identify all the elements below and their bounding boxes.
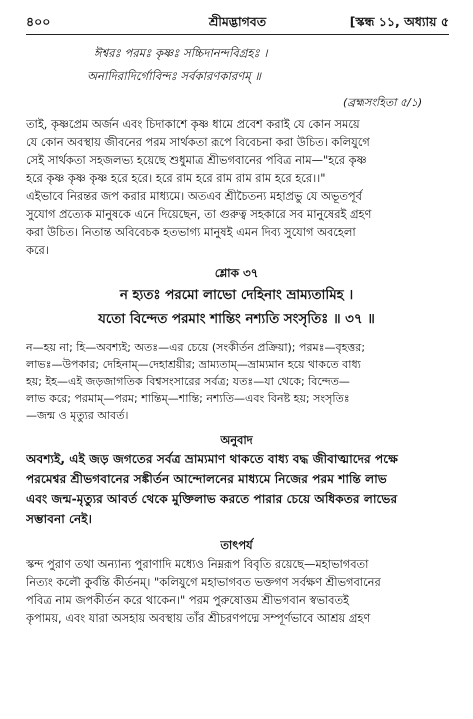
translation-line: পরমেশ্বর শ্রীভগবানের সঙ্কীর্তন আন্দোলনের মাধ্যমে নিজের পরম শান্তি লাভ [26, 472, 387, 486]
purport-label: তাৎপর্য [220, 538, 253, 552]
word-meaning-line: —জন্ম ও মৃত্যুর আবর্ত। [26, 409, 129, 422]
paragraph-line: এইভাবে নিরন্তর জপ করার মাধ্যমে। অতএব শ্রীচৈতন্য মহাপ্রভু যে অভূতপূর্ব [26, 189, 362, 203]
word-meaning-line: লাভ করে; পরমাম্—পরম; শান্তিম্—শান্তি; নশ্যতি—এবং বিনষ্ট হয়; সংসৃতিঃ [26, 392, 350, 405]
quote-line-2: অনাদিরাদির্গোবিন্দঃ সর্বকারণকারণম্ ॥ [87, 69, 261, 83]
sloka-label: শ্লোক ৩৭ [214, 266, 259, 280]
sloka-line-2: যতো বিন্দেত পরমাং শান্তিং নশ্যতি সংসৃতিঃ ॥ ৩৭ ॥ [98, 312, 375, 327]
page-header [26, 12, 449, 34]
quote-line-1: ঈশ্বরঃ পরমঃ কৃষ্ণঃ সচ্চিদানন্দবিগ্রহঃ । [94, 46, 268, 60]
purport-line: পবিত্র নাম জপকীর্তন করে থাকেন।" পরম পুরুষোত্তম শ্রীভগবান স্বভাবতই [26, 593, 349, 607]
word-meaning-line: হয়; ইহ—এই জড়জাগতিক বিশ্বসংসারের সর্বত্র; যতঃ—যা থেকে; বিন্দেত— [26, 375, 350, 388]
paragraph-line: তাই, কৃষ্ণপ্রেম অর্জন এবং চিদাকাশে কৃষ্ণ ধামে প্রবেশ করাই যে কোন সময়ে [26, 117, 360, 131]
paragraph-line: করা উচিত। নিতান্ত অবিবেচক হতভাগ্য মানুষই এমন দিব্য সুযোগ অবহেলা [26, 225, 356, 239]
page-number: ৪০০ [26, 14, 51, 29]
paragraph-line: হরে কৃষ্ণ কৃষ্ণ কৃষ্ণ হরে হরে। হরে রাম হরে রাম রাম রাম হরে হরে।।" [26, 171, 326, 185]
translation-line: অবশ্যই, এই জড় জগতের সর্বত্র ভ্রাম্যমাণ থাকতে বাধ্য বদ্ধ জীবাত্মাদের পক্ষে [26, 452, 399, 466]
purport-line: কৃপাময়, এবং যারা অসহায় অবস্থায় তাঁর শ্রীচরণপদ্মে সম্পূর্ণভাবে আশ্রয় গ্রহণ [26, 611, 371, 625]
canto-chapter: [স্কন্ধ ১১, অধ্যায় ৫ [349, 14, 449, 29]
sloka-line-1: ন হ্যতঃ পরমো লাভো দেহিনাং ভ্রাম্যতামিহ । [119, 288, 354, 303]
translation-label: অনুবাদ [220, 433, 253, 447]
paragraph-line: করে। [26, 243, 49, 257]
header-divider [26, 34, 449, 35]
paragraph-line: সুযোগ প্রত্যেক মানুষকে এনে দিয়েছেন, তা গুরুত্ব সহকারে সব মানুষেরই গ্রহণ [26, 207, 372, 221]
paragraph-line: যে কোন অবস্থায় জীবনের পরম সার্থকতা রূপে বিবেচনা করা উচিত। কলিযুগে [26, 135, 370, 149]
word-meaning-line: ন—হয় না; হি—অবশ্যই; অতঃ—এর চেয়ে (সংকীর্তন প্রক্রিয়া); পরমঃ—বৃহত্তর; [26, 341, 366, 354]
paragraph-line: সেই সার্থকতা সহজলভ্য হয়েছে শুধুমাত্র শ্রীভগবানের পবিত্র নাম—"হরে কৃষ্ণ [26, 153, 367, 167]
book-title: শ্রীমদ্ভাগবত [208, 14, 267, 29]
translation-line: সম্ভাবনা নেই। [26, 512, 92, 526]
quote-citation: (ব্রহ্মসংহিতা ৫/১) [343, 96, 423, 109]
purport-line: নিত্যং কলৌ কুর্বন্তি কীর্তনম্। "কলিযুগে মহাভাগবত ভক্তগণ সর্বক্ষণ শ্রীভগবানের [26, 575, 381, 589]
purport-line: স্কন্দ পুরাণ তথা অন্যান্য পুরাণাদি মধ্যেও নিম্নরূপ বিবৃতি রয়েছে—মহাভাগবতা [26, 557, 369, 571]
word-meaning-line: লাভঃ—উপকার; দেহিনাম্—দেহাশ্রয়ীর; ভ্রাম্যতাম্—ভ্রাম্যমান হয়ে থাকতে বাধ্য [26, 358, 361, 371]
translation-line: এবং জন্ম-মৃত্যুর আবর্ত থেকে মুক্তিলাভ করতে পারার চেয়ে অধিকতর লাভের [26, 492, 398, 506]
